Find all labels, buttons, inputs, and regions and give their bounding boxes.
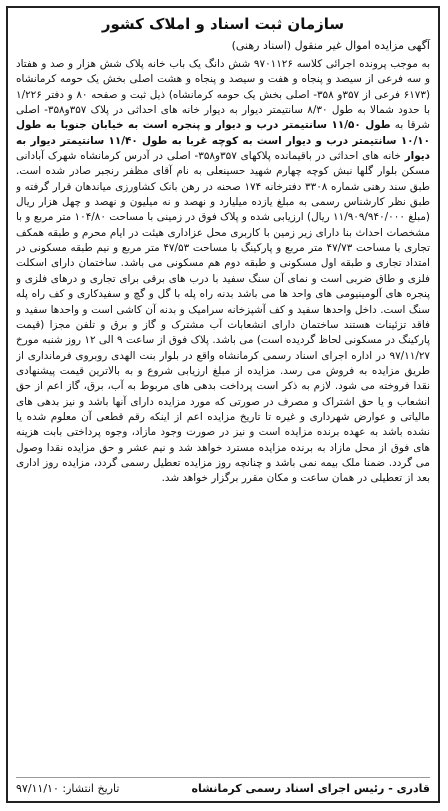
- notice-body: [16, 57, 430, 775]
- auction-notice: [6, 6, 440, 803]
- notice-paragraph-2: خانه های احداثی در باقیمانده پلاکهای ۳۵۷و۳۵۸- اصلی در آدرس کرمانشاه شهرک آبادانی مسکن بلوار گلها نبش کوچه چهارم شهید حسینعلی به نام آقای مظفر رنجبر صادر شده است. طبق سند رهنی شماره ۳۳۰۸ دفترخانه ۱۷۴ صحنه در رهن بانک کشاورزی میاندهان قرار گرفته و طبق نظر کارشناس رسمی به مبلغ یازده میلیارد و نهصد و نه میلیون و نهصد و چهل هزار ریال (مبلغ ۱۱/۹۰۹/۹۴۰/۰۰۰ ریال) ارزیابی شده و پلاک فوق در زمینی با مساحت ۱۰۴/۸۰ متر مربع و با مشخصات احداث بنا دارای زیر زمین با کاربری محل عزاداری هیئت در ایام محرم و طبقه همکف تجاری با مساحت ۴۷/۷۳ متر مربع و پارکینگ با مساحت ۴۷/۵۳ متر مربع و نیم طبقه مسکونی در امتداد تجاری و طبقه اول مسکونی و طبقه دوم هم مسکونی می باشد. ساختمان دارای اسکلت فلزی و طاق ضربی است و نمای آن سنگ سفید با درب های برقی برای تجاری و درهای فلزی و پنجره های آلومینیومی های واحد ها می باشد بدنه راه پله با گل و گچ و سفیدکاری و کف راه پله سنگ است. داخل واحدها سفید و کف آشپزخانه سرامیک و بدنه آن کاشی است و واحدها سفید و فاقد تزئینات هستند ساختمان دارای انشعابات آب مشترک و گاز و برق و تلفن مجزا (قیمت پارکینگ در مسکونی لحاظ گردیده است) می باشد. پلاک فوق از ساعت ۹ الی ۱۲ روز شنبه مورخ ۹۷/۱۱/۲۷ در اداره اجرای اسناد رسمی کرمانشاه واقع در بلوار بنت الهدی روبروی فرمانداری از طریق مزایده به فروش می رسد. مزایده از مبلغ ارزیابی شروع و به بالاترین قیمت پیشنهادی نقدا فروخته می شود. لازم به ذکر است پرداخت بدهی های مربوط به آب، برق، گاز اعم از حق انشعاب و یا حق اشتراک و مصرف در صورتی که مورد مزایده دارای آنها باشد و نیز بدهی های مالیاتی و عوارض شهرداری و غیره تا تاریخ مزایده اعم از اینکه رقم قطعی آن معلوم شده یا نشده باشد به عهده برنده مزایده است و نیز در صورت وجود مازاد، وجوه پرداختی بابت هزینه های فوق از محل مازاد به برنده مزایده مسترد خواهد شد و نیم عشر و حق مزایده نقدا وصول می گردد. ضمنا ملک بیمه نمی باشد و چنانچه روز مزایده تعطیل رسمی گردد، مزایده روز اداری بعد از تعطیلی در همان ساعت و مکان مقرر برگزار خواهد شد.: [16, 150, 430, 485]
- notice-paragraph-bold: طول ۱۱/۵۰ سانتیمتر درب و دیوار و پنجره است به خیابان جنوبا به طول ۱۰/۱۰ سانتیمتر درب و دیوار است به کوچه غربا به طول ۱۱/۴۰ سانتیمتر دیوار به دیوار: [16, 119, 430, 163]
- notice-footer: [16, 777, 430, 797]
- notice-subtitle: آگهی مزایده اموال غیر منقول (اسناد رهنی): [231, 39, 430, 52]
- publish-date: تاریخ انتشار: ۹۷/۱۱/۱۰: [16, 782, 120, 795]
- notice-paragraph-1: به موجب پرونده اجرائی کلاسه ۹۷۰۱۱۲۶ شش دانگ یک باب خانه پلاک شش هزار و صد و هفتاد و سه فرعی از سیصد و پنجاه و هفت و سیصد و پنجاه و هشت اصلی بخش یک حومه کرمانشاه (۶۱۷۳ فرعی از ۳۵۷و ۳۵۸- اصلی بخش یک حومه کرمانشاه) ذیل ثبت و صفحه ۸۰ و دفتر ۱/۲۲۶ با حدود شمالا به طول ۸/۳۰ سانتیمتر دیوار به دیوار خانه های احداثی در پلاک ۳۵۷و۳۵۸- اصلی شرقا به: [16, 58, 430, 132]
- signature: قادری - رئیس اجرای اسناد رسمی کرمانشاه: [191, 782, 430, 795]
- notice-title: سازمان ثبت اسناد و املاک کشور: [101, 15, 345, 33]
